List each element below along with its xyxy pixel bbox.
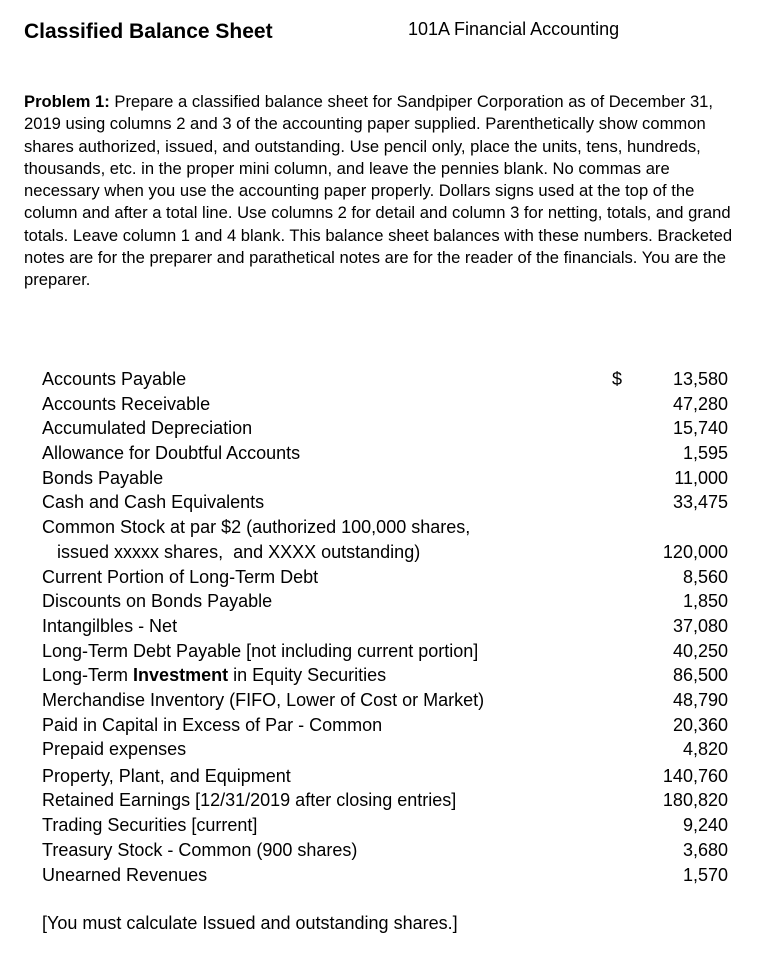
account-value: 1,595 <box>682 443 728 463</box>
course-name: 101A Financial Accounting <box>408 19 620 39</box>
account-label: Unearned Revenues <box>42 865 208 885</box>
account-value: 1,570 <box>682 865 728 885</box>
account-label: Accounts Payable <box>42 369 187 389</box>
account-label: Current Portion of Long-Term Debt <box>42 567 319 587</box>
account-label: Cash and Cash Equivalents <box>42 492 265 512</box>
problem-label: Problem 1: <box>24 92 110 111</box>
account-label-part: in Equity Securities <box>228 665 387 685</box>
problem-text: Prepare a classified balance sheet for Sandpiper Corporation as of December 31, 2019 using columns 2 and 3 of the accounting paper supplied. Parenthetically show common shares authorized, issued, and outstanding. Use pencil only, place the units, tens, hundreds, thousands, etc. in the proper mini column, and leave the pennies blank. No commas are necessary when you use the accounting paper properly. Dollars signs used at the top of the column and after a total line. Use columns 2 for detail and column 3 for netting, totals, and grand totals. Leave column 1 and 4 blank. This balance sheet balances with these numbers. Bracketed notes are for the preparer and parathetical notes are for the reader of the financials. You are the preparer. <box>24 92 733 290</box>
account-value: 180,820 <box>662 790 728 810</box>
account-value: 8,560 <box>682 567 728 587</box>
problem-instructions <box>24 91 744 292</box>
account-value: 20,360 <box>672 715 728 735</box>
account-label-bold: Investment <box>133 665 229 685</box>
account-value: 33,475 <box>672 492 728 512</box>
account-label: Accounts Receivable <box>42 394 211 414</box>
account-label: Bonds Payable <box>42 468 164 488</box>
account-value: 47,280 <box>672 394 728 414</box>
account-value: 11,000 <box>674 468 728 488</box>
account-label: Intangilbles - Net <box>42 616 178 636</box>
account-label: Merchandise Inventory (FIFO, Lower of Cost or Market) <box>42 690 485 710</box>
account-label: Property, Plant, and Equipment <box>42 766 291 786</box>
account-value: 86,500 <box>672 665 728 685</box>
account-label: Retained Earnings [12/31/2019 after closing entries] <box>42 790 457 810</box>
account-value: 48,790 <box>672 690 728 710</box>
account-value: 4,820 <box>682 739 728 759</box>
account-label: Prepaid expenses <box>42 739 187 759</box>
account-value: 37,080 <box>672 616 728 636</box>
account-value: 3,680 <box>682 840 728 860</box>
account-value: 140,760 <box>662 766 728 786</box>
account-label: Allowance for Doubtful Accounts <box>42 443 301 463</box>
account-label <box>42 665 386 686</box>
account-value: 40,250 <box>672 641 728 661</box>
account-label: Accumulated Depreciation <box>42 418 253 438</box>
account-value: 120,000 <box>662 542 728 562</box>
footnote: [You must calculate Issued and outstanding shares.] <box>42 913 458 933</box>
account-value: 15,740 <box>672 418 728 438</box>
account-label: Trading Securities [current] <box>42 815 258 835</box>
account-label-part: Long-Term <box>42 665 134 685</box>
account-value: 1,850 <box>682 591 728 611</box>
account-value: 13,580 <box>672 369 728 389</box>
account-label: Discounts on Bonds Payable <box>42 591 273 611</box>
account-label: Long-Term Debt Payable [not including current portion] <box>42 641 479 661</box>
account-label: Paid in Capital in Excess of Par - Common <box>42 715 383 735</box>
page-title: Classified Balance Sheet <box>24 20 273 43</box>
account-label: Treasury Stock - Common (900 shares) <box>42 840 358 860</box>
dollar-sign: $ <box>612 369 623 389</box>
account-label: Common Stock at par $2 (authorized 100,000 shares, <box>42 517 471 537</box>
account-value: 9,240 <box>682 815 728 835</box>
account-label: issued xxxxx shares, and XXXX outstanding) <box>42 542 421 562</box>
